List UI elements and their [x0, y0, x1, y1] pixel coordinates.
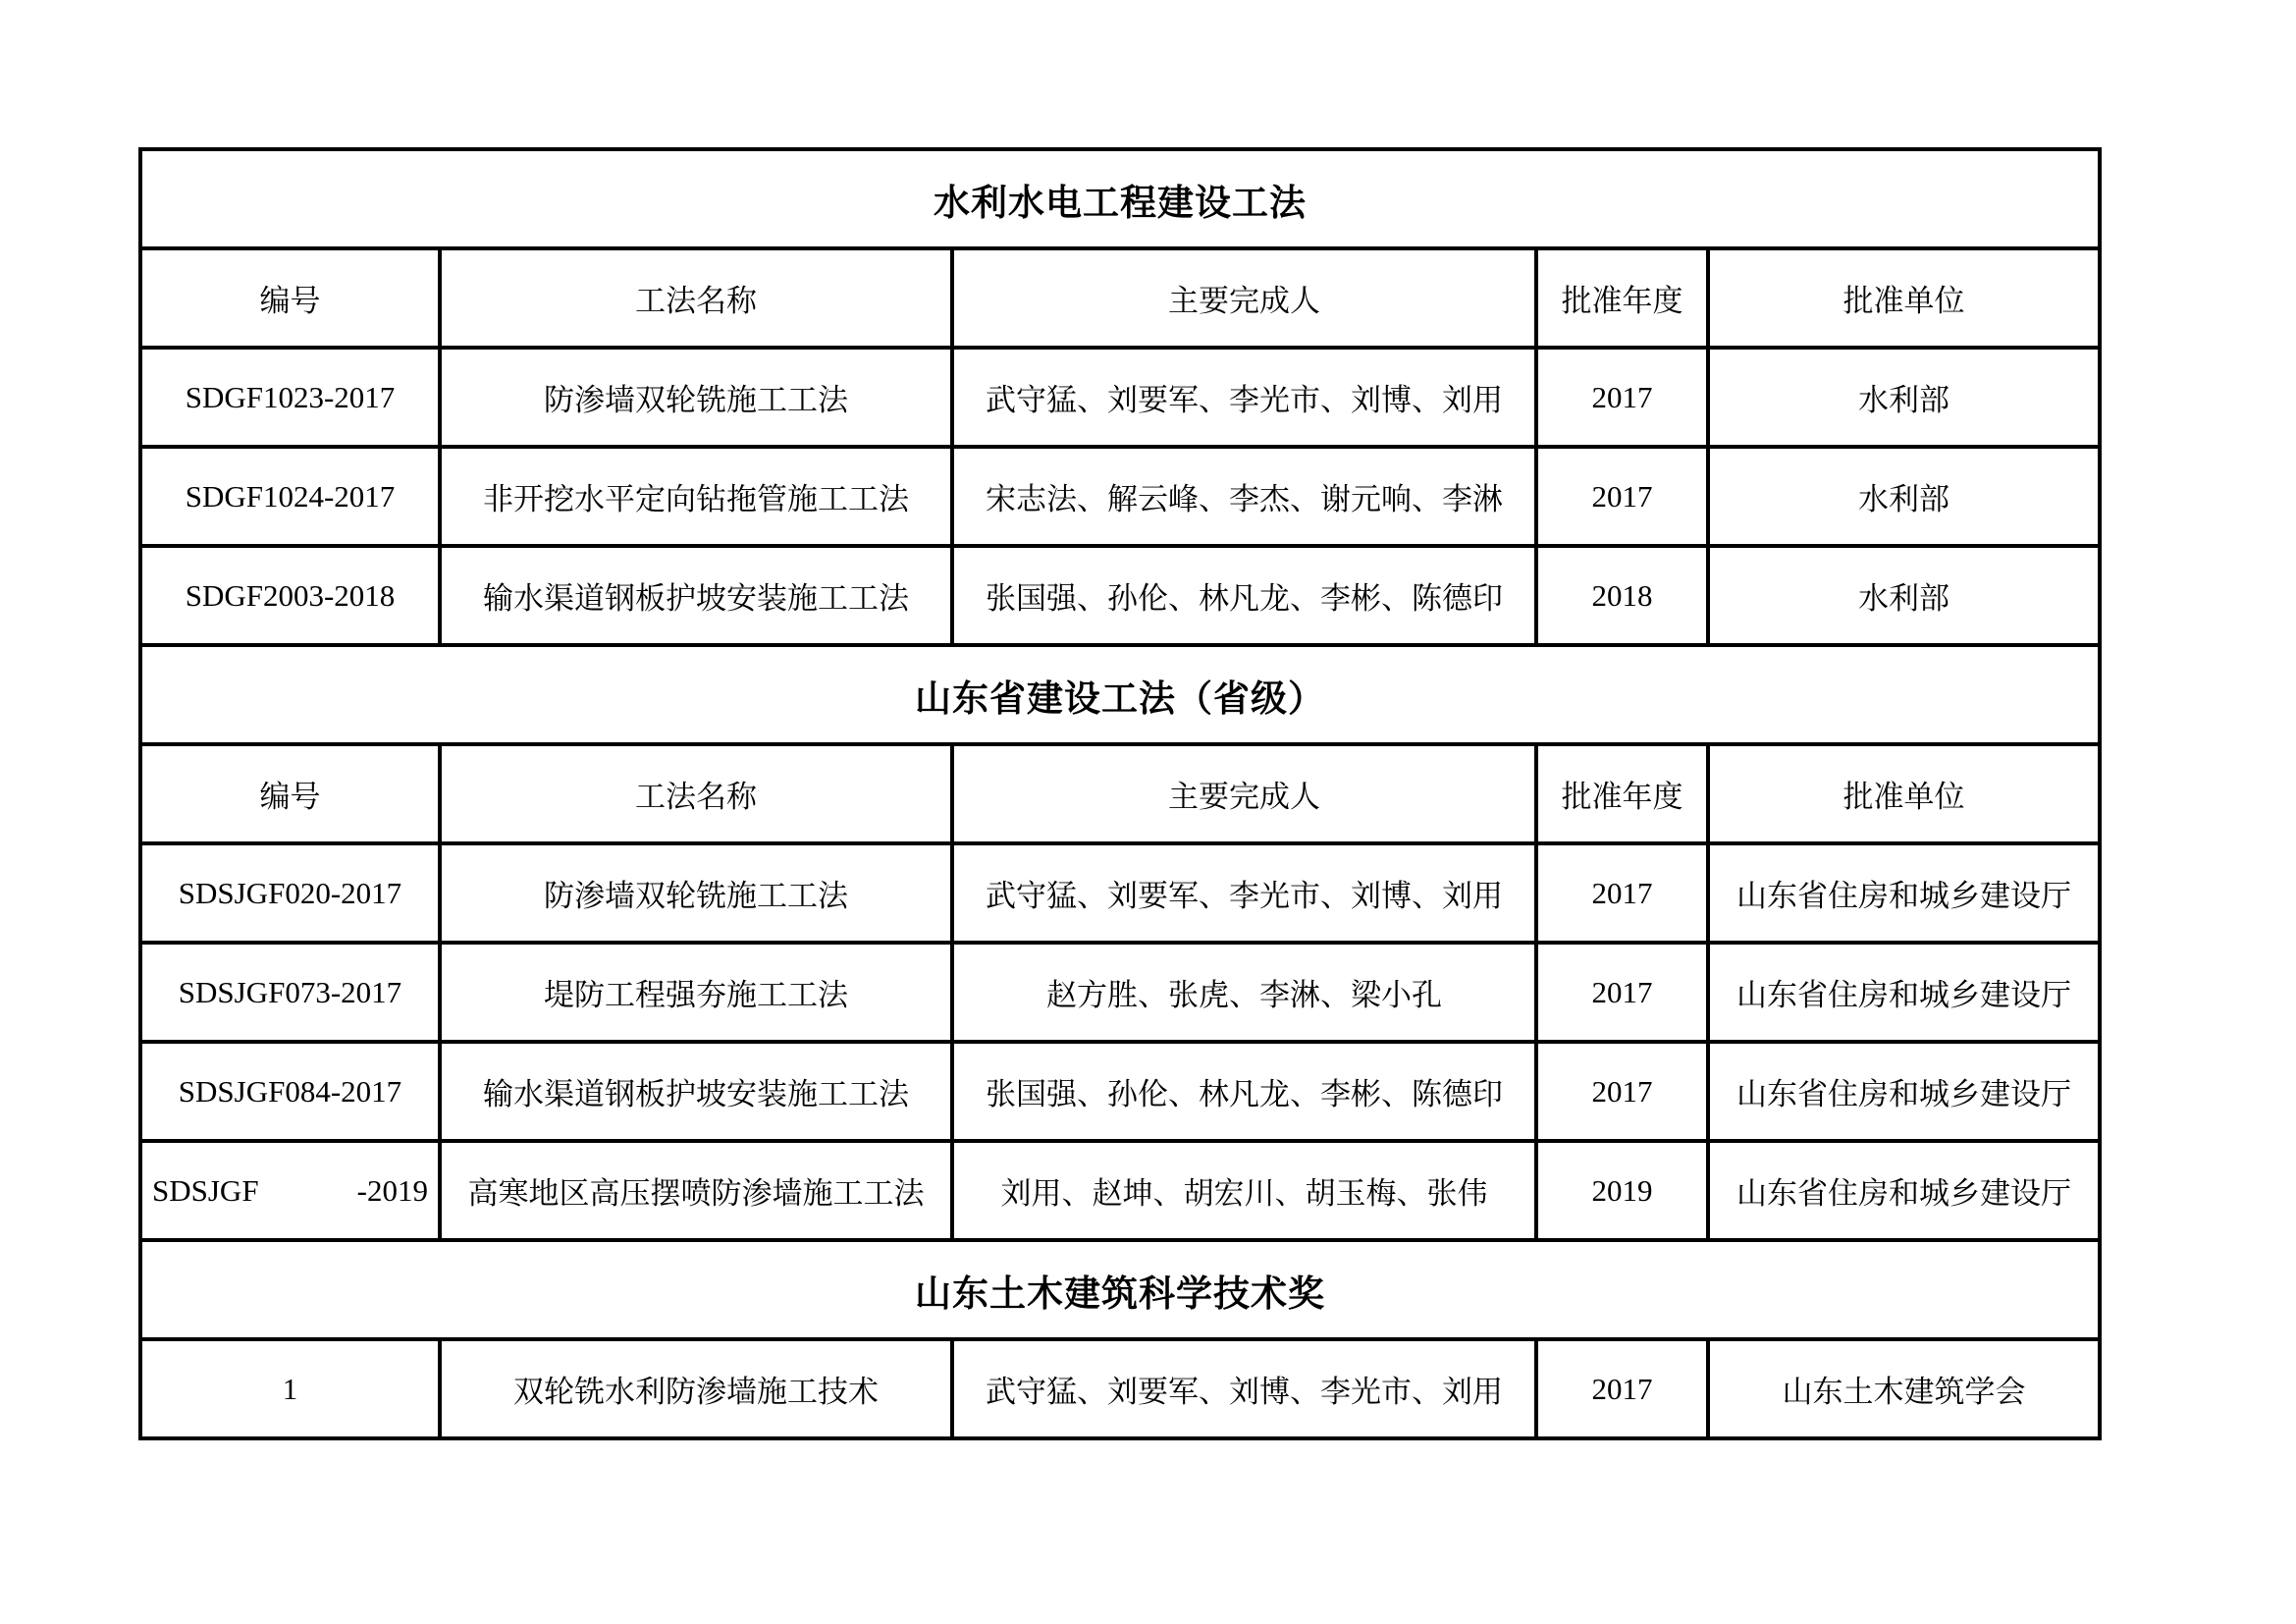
section-title-row [140, 1240, 2100, 1339]
table-row [140, 843, 2100, 943]
org-cell: 山东省住房和城乡建设厅 [1708, 1141, 2100, 1240]
year-cell: 2017 [1536, 1339, 1708, 1438]
year-cell: 2019 [1536, 1141, 1708, 1240]
code-cell: SDSJGF073-2017 [140, 943, 440, 1042]
header-row [140, 744, 2100, 843]
org-cell: 山东省住房和城乡建设厅 [1708, 943, 2100, 1042]
year-cell: 2017 [1536, 1042, 1708, 1141]
people-cell: 赵方胜、张虎、李淋、梁小孔 [952, 943, 1536, 1042]
col-header-code: 编号 [140, 744, 440, 843]
people-cell: 宋志法、解云峰、李杰、谢元响、李淋 [952, 447, 1536, 546]
col-header-name: 工法名称 [440, 248, 952, 348]
table-row [140, 1339, 2100, 1438]
code-cell [140, 1141, 440, 1240]
name-cell: 防渗墙双轮铣施工工法 [440, 843, 952, 943]
table-row [140, 546, 2100, 645]
table-row [140, 943, 2100, 1042]
org-cell: 水利部 [1708, 447, 2100, 546]
table-row [140, 1141, 2100, 1240]
col-header-org: 批准单位 [1708, 744, 2100, 843]
construction-methods-table [138, 147, 2102, 1440]
table-row [140, 447, 2100, 546]
table-row [140, 1042, 2100, 1141]
people-cell: 张国强、孙伦、林凡龙、李彬、陈德印 [952, 1042, 1536, 1141]
section-title-row [140, 645, 2100, 744]
code-prefix: SDSJGF [152, 1172, 259, 1208]
org-cell: 山东省住房和城乡建设厅 [1708, 843, 2100, 943]
people-cell: 张国强、孙伦、林凡龙、李彬、陈德印 [952, 546, 1536, 645]
people-cell: 武守猛、刘要军、李光市、刘博、刘用 [952, 843, 1536, 943]
col-header-people: 主要完成人 [952, 248, 1536, 348]
col-header-code: 编号 [140, 248, 440, 348]
col-header-year: 批准年度 [1536, 248, 1708, 348]
people-cell: 武守猛、刘要军、李光市、刘博、刘用 [952, 348, 1536, 447]
col-header-name: 工法名称 [440, 744, 952, 843]
org-cell: 山东省住房和城乡建设厅 [1708, 1042, 2100, 1141]
split-code [148, 1173, 432, 1209]
org-cell: 水利部 [1708, 348, 2100, 447]
section-title: 水利水电工程建设工法 [140, 149, 2100, 248]
year-cell: 2017 [1536, 447, 1708, 546]
table-row [140, 348, 2100, 447]
code-cell: SDGF1024-2017 [140, 447, 440, 546]
year-cell: 2017 [1536, 348, 1708, 447]
year-cell: 2018 [1536, 546, 1708, 645]
col-header-year: 批准年度 [1536, 744, 1708, 843]
people-cell: 武守猛、刘要军、刘博、李光市、刘用 [952, 1339, 1536, 1438]
header-row [140, 248, 2100, 348]
org-cell: 水利部 [1708, 546, 2100, 645]
section-title-row [140, 149, 2100, 248]
section-title: 山东省建设工法（省级） [140, 645, 2100, 744]
name-cell: 双轮铣水利防渗墙施工技术 [440, 1339, 952, 1438]
name-cell: 高寒地区高压摆喷防渗墙施工工法 [440, 1141, 952, 1240]
code-cell: 1 [140, 1339, 440, 1438]
code-cell: SDGF2003-2018 [140, 546, 440, 645]
year-cell: 2017 [1536, 843, 1708, 943]
name-cell: 输水渠道钢板护坡安装施工工法 [440, 546, 952, 645]
col-header-org: 批准单位 [1708, 248, 2100, 348]
code-cell: SDSJGF020-2017 [140, 843, 440, 943]
name-cell: 堤防工程强夯施工工法 [440, 943, 952, 1042]
name-cell: 防渗墙双轮铣施工工法 [440, 348, 952, 447]
code-cell: SDSJGF084-2017 [140, 1042, 440, 1141]
year-cell: 2017 [1536, 943, 1708, 1042]
name-cell: 输水渠道钢板护坡安装施工工法 [440, 1042, 952, 1141]
people-cell: 刘用、赵坤、胡宏川、胡玉梅、张伟 [952, 1141, 1536, 1240]
name-cell: 非开挖水平定向钻拖管施工工法 [440, 447, 952, 546]
col-header-people: 主要完成人 [952, 744, 1536, 843]
section-title: 山东土木建筑科学技术奖 [140, 1240, 2100, 1339]
org-cell: 山东土木建筑学会 [1708, 1339, 2100, 1438]
code-suffix: -2019 [356, 1172, 428, 1208]
code-cell: SDGF1023-2017 [140, 348, 440, 447]
